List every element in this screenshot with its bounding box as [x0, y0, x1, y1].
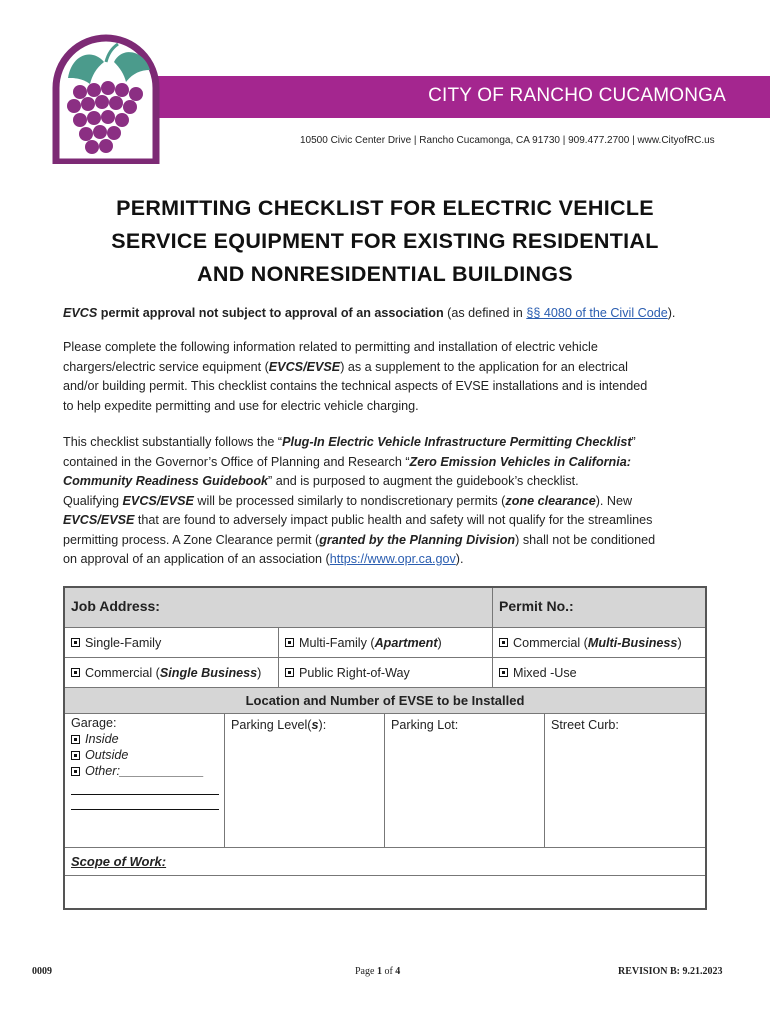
p2-checklist-name: Plug-In Electric Vehicle Infrastructure Permitting Checklist	[282, 435, 632, 449]
apartment-label: Apartment	[374, 635, 438, 650]
p1-line-2a: chargers/electric service equipment (	[63, 359, 269, 374]
p2-planning-division: granted by the Planning Division	[319, 532, 516, 547]
paren: )	[437, 635, 442, 650]
checkbox-icon	[71, 735, 80, 744]
outside-checkbox[interactable]	[71, 748, 128, 762]
other-label: Other:____________	[85, 764, 205, 778]
p2-b1: contained in the Governor’s Office of Planning and Research “	[63, 454, 410, 469]
checkbox-icon	[71, 638, 80, 647]
paren: )	[257, 665, 262, 680]
p2-e2: that are found to adversely impact public health and safety will not qualify for the streamlines	[134, 513, 653, 527]
address-line: 10500 Civic Center Drive | Rancho Cucamonga, CA 91730 | 909.477.2700 | www.CityofRC.us	[300, 135, 715, 146]
scope-of-work-field[interactable]	[65, 876, 705, 908]
multi-business-label: Multi-Business	[587, 635, 678, 650]
parking-level-s: s	[311, 718, 319, 732]
single-family-label: Single-Family	[85, 635, 162, 650]
parking-lot-field[interactable]: Parking Lot:	[385, 714, 545, 847]
commercial-multi-checkbox[interactable]	[493, 628, 705, 657]
location-header-row	[65, 688, 705, 714]
title-line-3: AND NONRESIDENTIAL BUILDINGS	[197, 262, 573, 286]
single-family-checkbox[interactable]	[65, 628, 279, 657]
garage-cell	[65, 714, 225, 847]
p2-f3: ) shall not be conditioned	[515, 532, 656, 547]
other-checkbox[interactable]	[71, 764, 204, 778]
p1-line-1: Please complete the following information related to permitting and installation of electric vehicle	[63, 340, 598, 354]
p2-d1: Qualifying	[63, 493, 123, 508]
header-band	[152, 76, 770, 118]
p2-a1: This checklist substantially follows the “	[63, 435, 283, 449]
parking-level-end: ):	[318, 718, 327, 732]
p2-zone-clearance: zone clearance	[505, 493, 596, 508]
public-row-checkbox[interactable]	[279, 658, 493, 687]
checkbox-icon	[71, 751, 80, 760]
inside-checkbox[interactable]	[71, 732, 119, 746]
building-type-row-1	[65, 628, 705, 658]
commercial-label: Commercial (	[85, 665, 160, 680]
mixed-use-checkbox[interactable]	[493, 658, 705, 687]
intro-plain: (as defined in	[443, 306, 527, 320]
p2-guidebook: Community Readiness Guidebook	[63, 474, 269, 488]
paragraph-2	[63, 433, 723, 570]
mixed-use-label: Mixed -Use	[513, 665, 577, 680]
garage-blank-line-2[interactable]	[71, 795, 219, 810]
commercial-single-checkbox[interactable]	[65, 658, 279, 687]
checkbox-icon	[71, 668, 80, 677]
page-number	[355, 966, 400, 977]
multi-family-label: Multi-Family (	[299, 635, 375, 650]
page-current: 1	[376, 966, 382, 977]
paragraph-1	[63, 338, 723, 416]
intro-end: ).	[667, 306, 676, 320]
page-of: of	[381, 966, 396, 977]
document-code: 0009	[32, 966, 52, 977]
p2-e1: EVCS/EVSE	[63, 513, 135, 527]
scope-input-row	[65, 876, 705, 908]
outside-label: Outside	[85, 748, 129, 762]
grapes-logo-icon	[52, 32, 160, 164]
commercial-label: Commercial (	[513, 635, 588, 650]
building-type-row-2	[65, 658, 705, 688]
checkbox-icon	[71, 767, 80, 776]
location-row	[65, 714, 705, 848]
page-title	[40, 192, 730, 291]
p1-line-2c: ) as a supplement to the application for an electrical	[340, 359, 628, 374]
intro-bold: permit approval not subject to approval of an association	[97, 306, 444, 320]
page-label: Page	[355, 966, 377, 977]
p2-a3: ”	[631, 435, 636, 449]
garage-label: Garage:	[71, 716, 117, 730]
p2-g3: ).	[455, 552, 464, 566]
checkbox-icon	[499, 668, 508, 677]
p2-g1: on approval of an application of an association (	[63, 552, 330, 566]
intro-evcs: EVCS	[63, 306, 98, 320]
title-line-2: SERVICE EQUIPMENT FOR EXISTING RESIDENTIAL	[111, 229, 659, 253]
inside-label: Inside	[85, 732, 119, 746]
location-header: Location and Number of EVSE to be Installed	[245, 693, 525, 708]
checkbox-icon	[285, 638, 294, 647]
checkbox-icon	[499, 638, 508, 647]
permit-number-field[interactable]: Permit No.:	[499, 598, 574, 614]
title-line-1: PERMITTING CHECKLIST FOR ELECTRIC VEHICLE	[116, 196, 654, 220]
p1-evcs-evse: EVCS/EVSE	[268, 359, 341, 374]
multi-family-checkbox[interactable]	[279, 628, 493, 657]
permit-form	[63, 586, 707, 910]
city-name: CITY OF RANCHO CUCAMONGA	[428, 85, 726, 106]
p1-line-4: to help expedite permitting and use for electric vehicle charging.	[63, 398, 419, 413]
opr-link[interactable]: https://www.opr.ca.gov	[329, 552, 456, 566]
revision-label: REVISION B: 9.21.2023	[618, 966, 723, 977]
parking-level-field[interactable]	[225, 714, 385, 847]
address-row	[65, 588, 705, 628]
p2-f1: permitting process. A Zone Clearance permit (	[63, 532, 320, 547]
checkbox-icon	[285, 668, 294, 677]
p1-line-3: and/or building permit. This checklist contains the technical aspects of EVSE installations and is intended	[63, 379, 648, 393]
single-business-label: Single Business	[159, 665, 258, 680]
street-curb-field[interactable]: Street Curb:	[551, 718, 619, 732]
civil-code-link[interactable]: §§ 4080 of the Civil Code	[526, 306, 668, 320]
scope-of-work-label: Scope of Work:	[71, 854, 167, 869]
page-total: 4	[395, 966, 401, 977]
p2-d2: EVCS/EVSE	[122, 493, 194, 508]
scope-row	[65, 848, 705, 876]
paren: )	[677, 635, 682, 650]
p2-d5: ). New	[595, 493, 633, 508]
p2-c2: ” and is purposed to augment the guidebook’s checklist.	[268, 474, 579, 488]
garage-blank-line-1[interactable]	[71, 780, 219, 795]
public-row-label: Public Right-of-Way	[299, 665, 410, 680]
intro-line	[63, 304, 723, 324]
parking-level-label: Parking Level(	[231, 718, 312, 732]
p2-d3: will be processed similarly to nondiscretionary permits (	[193, 493, 506, 508]
job-address-field[interactable]: Job Address:	[65, 588, 493, 627]
p2-zev-title: Zero Emission Vehicles in California:	[409, 454, 631, 469]
